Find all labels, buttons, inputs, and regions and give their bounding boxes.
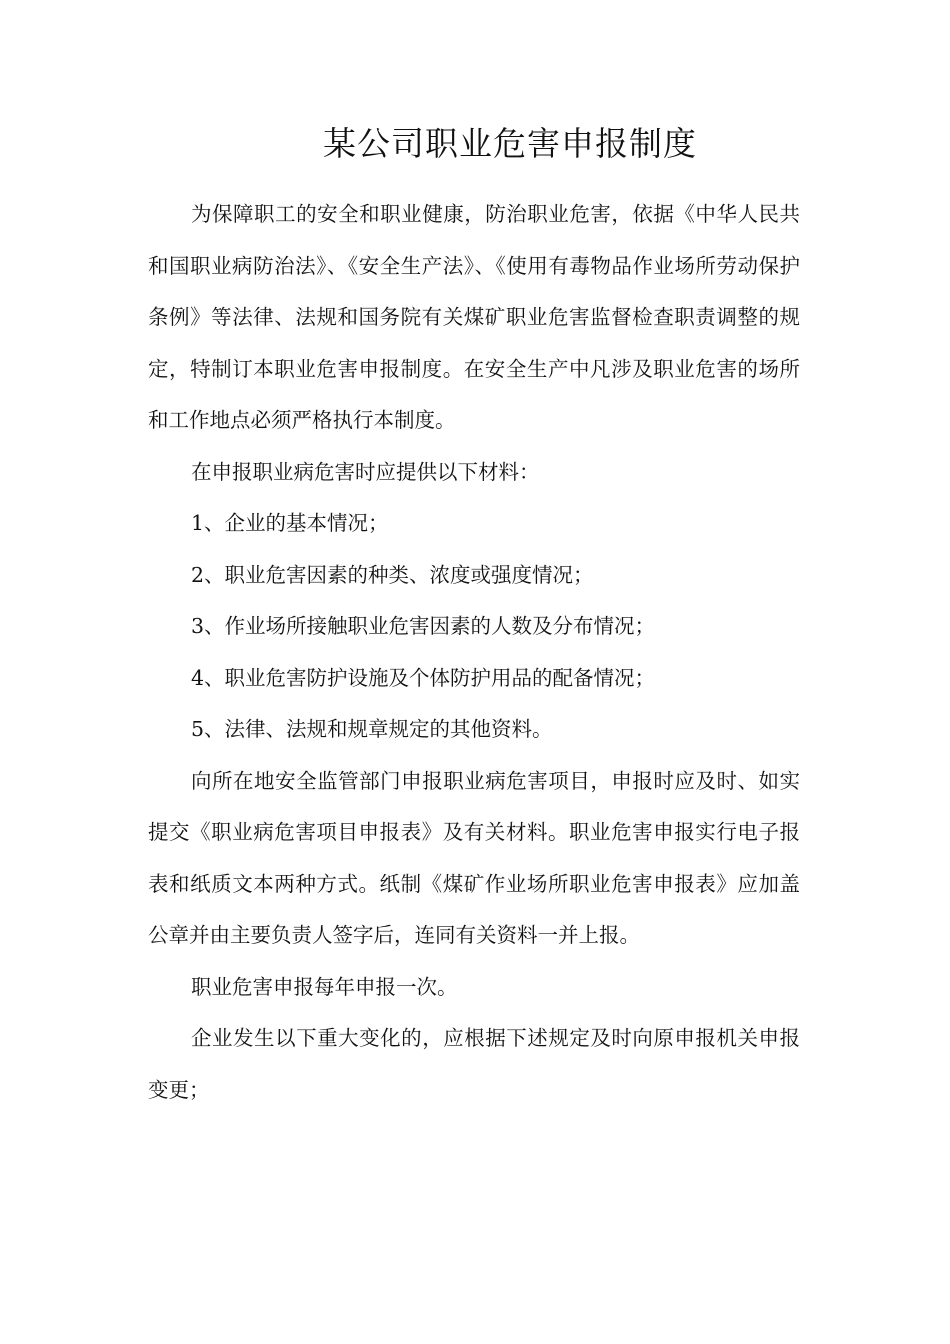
paragraph-changes: 企业发生以下重大变化的，应根据下述规定及时向原申报机关申报变更；: [148, 1026, 800, 1102]
list-item-4: 4、职业危害防护设施及个体防护用品的配备情况；: [191, 665, 656, 690]
paragraph-submission: 向所在地安全监管部门申报职业病危害项目，申报时应及时、如实提交《职业病危害项目申报表》及有关材料。职业危害申报实行电子报表和纸质文本两种方式。纸制《煤矿作业场所职业危害申报表》应加盖公章并由主要负责人签字后，连同有关资料一并上报。: [148, 768, 800, 947]
list-item-3: 3、作业场所接触职业危害因素的人数及分布情况；: [191, 614, 656, 638]
document-title: 某公司职业危害申报制度: [323, 124, 697, 163]
list-item-1: 1、企业的基本情况；: [191, 511, 389, 535]
paragraph-materials-heading: 在申报职业病危害时应提供以下材料：: [191, 459, 540, 484]
list-item-5: 5、法律、法规和规章规定的其他资料。: [191, 717, 553, 741]
document-body: [148, 189, 800, 1116]
list-item-2: 2、职业危害因素的种类、浓度或强度情况；: [191, 562, 594, 587]
paragraph-intro: 为保障职工的安全和职业健康，防治职业危害，依据《中华人民共和国职业病防治法》、《安全生产法》、《使用有毒物品作业场所劳动保护条例》等法律、法规和国务院有关煤矿职业危害监督检查职责调整的规定，特制订本职业危害申报制度。在安全生产中凡涉及职业危害的场所和工作地点必须严格执行本制度。: [148, 202, 800, 432]
paragraph-frequency: 职业危害申报每年申报一次。: [191, 974, 458, 999]
